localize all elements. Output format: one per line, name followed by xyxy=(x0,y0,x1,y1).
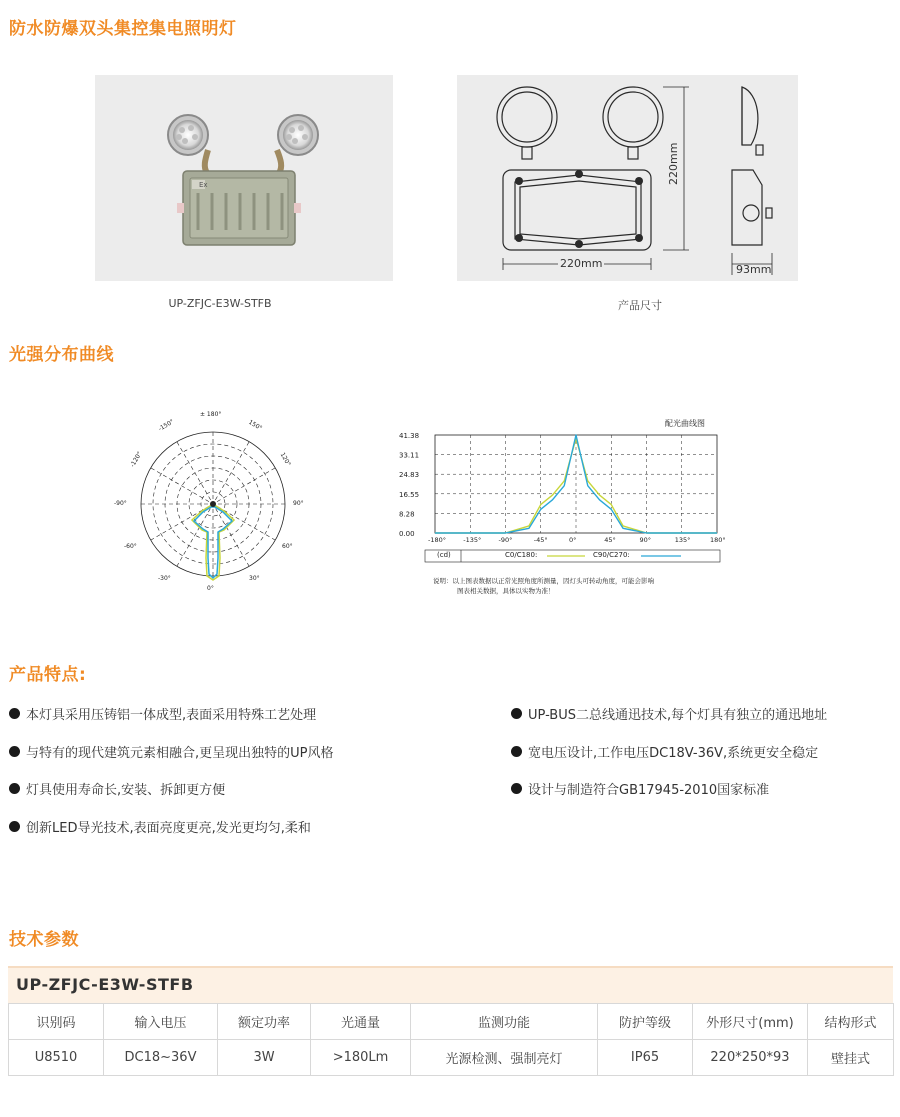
table-header-cell: 输入电压 xyxy=(104,1004,218,1040)
table-cell: IP65 xyxy=(598,1040,693,1076)
polar-diagram xyxy=(114,408,308,598)
spec-model: UP-ZFJC-E3W-STFB xyxy=(16,975,194,994)
feature-item xyxy=(9,704,316,723)
table-cell: DC18~36V xyxy=(104,1040,218,1076)
bullet-icon xyxy=(511,783,522,794)
dim-width-label: 220mm xyxy=(560,257,603,270)
dim-depth-label: 93mm xyxy=(736,263,772,276)
table-cell: 光源检测、强制亮灯 xyxy=(411,1040,598,1076)
spec-title: 技术参数 xyxy=(9,930,79,950)
x-tick-label: -45° xyxy=(533,536,548,544)
feature-text: 与特有的现代建筑元素相融合,更呈现出独特的UP风格 xyxy=(26,746,334,761)
spec-model-header xyxy=(8,966,893,1003)
dim-caption: 产品尺寸 xyxy=(618,299,662,312)
curve-title: 配光曲线图 xyxy=(665,419,705,428)
table-header-cell: 识别码 xyxy=(9,1004,104,1040)
polar-right-angle: 90° xyxy=(293,500,304,507)
curve-note-line1: 说明：以上图表数据以正常光照角度所测量，因灯头可转动角度，可能会影响 xyxy=(433,577,654,585)
page-title: 防水防爆双头集控集电照明灯 xyxy=(9,19,237,39)
polar-left-angle: -150° xyxy=(157,418,176,433)
table-cell: 壁挂式 xyxy=(808,1040,894,1076)
table-header-cell: 光通量 xyxy=(311,1004,411,1040)
dim-height-label: 220mm xyxy=(667,142,680,185)
ex-badge: Ex xyxy=(199,181,208,189)
table-header-cell: 防护等级 xyxy=(598,1004,693,1040)
feature-text: 宽电压设计,工作电压DC18V-36V,系统更安全稳定 xyxy=(528,746,819,761)
polar-left-angle: -90° xyxy=(114,500,127,507)
x-tick-label: -90° xyxy=(498,536,513,544)
bullet-icon xyxy=(511,746,522,757)
dimension-drawing xyxy=(457,75,798,281)
polar-right-angle: 60° xyxy=(282,543,293,550)
x-tick-label: 45° xyxy=(604,536,616,544)
table-cell: >180Lm xyxy=(311,1040,411,1076)
feature-text: 灯具使用寿命长,安装、拆卸更方便 xyxy=(26,783,226,798)
x-tick-label: 135° xyxy=(674,536,691,544)
polar-right-angle: 150° xyxy=(247,418,264,433)
product-photo xyxy=(95,75,393,281)
curve-note-line2: 图表相关数据，具体以实物为准！ xyxy=(457,587,555,595)
legend-unit: (cd) xyxy=(437,551,451,559)
table-header-row xyxy=(9,1004,894,1040)
feature-item xyxy=(9,779,225,798)
bullet-icon xyxy=(9,746,20,757)
features-title: 产品特点: xyxy=(9,665,87,685)
feature-text: 创新LED导光技术,表面亮度更亮,发光更均匀,柔和 xyxy=(26,821,311,836)
polar-bottom-label: 0° xyxy=(207,585,214,592)
bullet-icon xyxy=(9,821,20,832)
table-header-cell: 结构形式 xyxy=(808,1004,894,1040)
y-tick-label: 33.11 xyxy=(399,451,420,460)
x-tick-label: 0° xyxy=(569,536,577,544)
light-distribution-title: 光强分布曲线 xyxy=(9,345,114,365)
photo-caption: UP-ZFJC-E3W-STFB xyxy=(168,297,272,310)
polar-left-angle: -120° xyxy=(129,450,144,469)
bullet-icon xyxy=(511,708,522,719)
y-tick-label: 0.00 xyxy=(399,530,415,538)
polar-left-angle: -60° xyxy=(124,543,137,550)
polar-right-angle: 120° xyxy=(278,451,292,468)
feature-text: 设计与制造符合GB17945-2010国家标准 xyxy=(528,783,770,798)
legend-c0: C0/C180: xyxy=(505,551,538,559)
polar-left-angle: -30° xyxy=(158,575,171,582)
polar-right-angle: 30° xyxy=(249,575,260,582)
table-cell: 220*250*93 xyxy=(693,1040,808,1076)
table-header-cell: 额定功率 xyxy=(218,1004,311,1040)
x-tick-label: 180° xyxy=(710,536,726,544)
table-header-cell: 监测功能 xyxy=(411,1004,598,1040)
y-tick-label: 16.55 xyxy=(399,490,420,499)
distribution-curve xyxy=(395,415,730,605)
legend-c90: C90/C270: xyxy=(593,551,630,559)
spec-table xyxy=(8,1003,894,1076)
bullet-icon xyxy=(9,708,20,719)
feature-item xyxy=(511,704,827,723)
table-cell: U8510 xyxy=(9,1040,104,1076)
feature-item xyxy=(9,817,311,836)
table-row xyxy=(9,1040,894,1076)
x-tick-label: 90° xyxy=(639,536,652,544)
feature-text: 本灯具采用压铸铝一体成型,表面采用特殊工艺处理 xyxy=(26,708,317,723)
feature-item xyxy=(511,742,818,761)
table-header-cell: 外形尺寸(mm) xyxy=(693,1004,808,1040)
feature-text: UP-BUS二总线通迅技术,每个灯具有独立的通迅地址 xyxy=(528,708,828,723)
y-tick-label: 24.83 xyxy=(399,471,420,480)
table-cell: 3W xyxy=(218,1040,311,1076)
y-tick-label: 41.38 xyxy=(399,432,420,440)
y-tick-label: 8.28 xyxy=(399,510,415,519)
feature-item xyxy=(511,779,769,798)
x-tick-label: -180° xyxy=(428,536,447,544)
polar-top-label: ± 180° xyxy=(200,411,222,418)
feature-item xyxy=(9,742,334,761)
x-tick-label: -135° xyxy=(463,536,482,544)
bullet-icon xyxy=(9,783,20,794)
